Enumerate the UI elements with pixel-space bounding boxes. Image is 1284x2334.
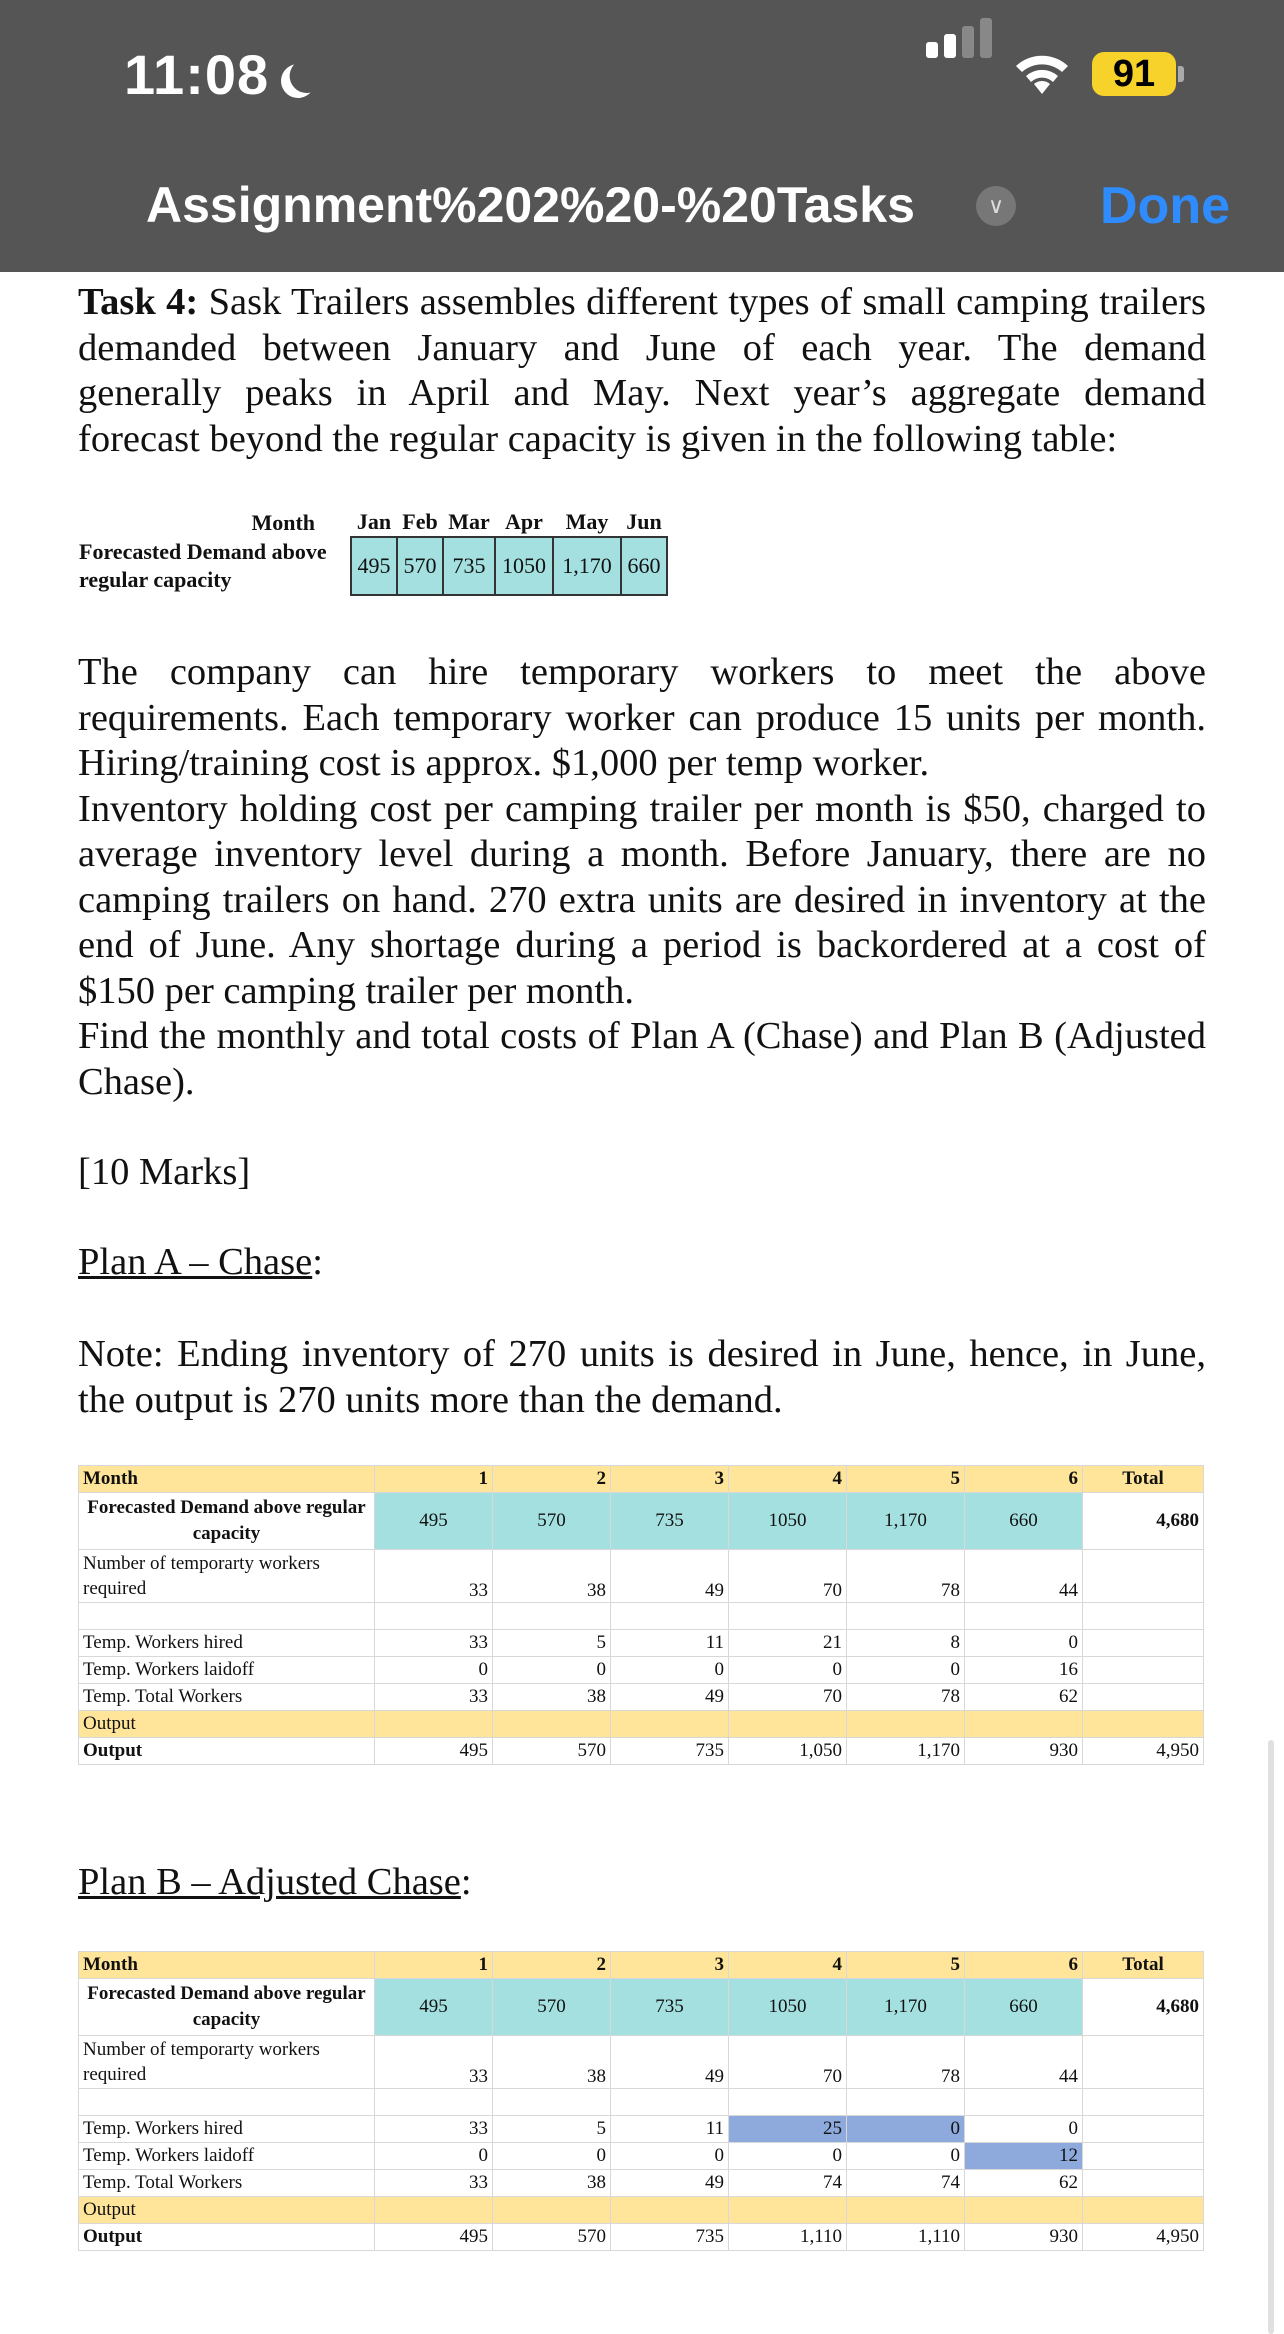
hired-cell: 0 xyxy=(965,1630,1083,1657)
forecast-value: 495 xyxy=(351,537,397,595)
output-total: 4,950 xyxy=(1083,2224,1204,2251)
required-cell: 33 xyxy=(375,1550,493,1603)
total-workers-cell: 74 xyxy=(729,2170,847,2197)
plan-b-heading: Plan B – Adjusted Chase: xyxy=(78,1861,472,1903)
laidoff-cell: 0 xyxy=(729,2143,847,2170)
hired-cell: 5 xyxy=(493,2116,611,2143)
plan-a-heading-text: Plan A – Chase xyxy=(78,1241,313,1283)
demand-cell: 495 xyxy=(375,1979,493,2036)
table-row xyxy=(79,1952,1204,1979)
hired-cell-highlighted: 0 xyxy=(847,2116,965,2143)
hired-label: Temp. Workers hired xyxy=(79,2116,375,2143)
table-row xyxy=(79,1711,1204,1738)
forecast-value: 1,170 xyxy=(553,537,621,595)
required-cell: 70 xyxy=(729,2036,847,2089)
required-cell: 44 xyxy=(965,2036,1083,2089)
document-title: Assignment%202%20-%20Tasks xyxy=(146,177,915,233)
total-workers-label: Temp. Total Workers xyxy=(79,2170,375,2197)
moon-icon xyxy=(275,58,321,104)
table-row xyxy=(79,2224,1204,2251)
output-section-label: Output xyxy=(79,2197,375,2224)
hired-cell: 33 xyxy=(375,2116,493,2143)
forecast-value: 570 xyxy=(397,537,443,595)
period: 6 xyxy=(965,1466,1083,1493)
month-label: Month xyxy=(79,1466,375,1493)
output-cell: 1,050 xyxy=(729,1738,847,1765)
laidoff-cell: 0 xyxy=(375,2143,493,2170)
demand-cell: 735 xyxy=(611,1979,729,2036)
scrollbar[interactable] xyxy=(1268,1740,1274,2334)
output-total: 4,950 xyxy=(1083,1738,1204,1765)
forecast-month: Feb xyxy=(402,509,438,534)
table-row xyxy=(79,2170,1204,2197)
required-cell: 49 xyxy=(611,2036,729,2089)
required-cell: 44 xyxy=(965,1550,1083,1603)
laidoff-cell-highlighted: 12 xyxy=(965,2143,1083,2170)
required-cell: 38 xyxy=(493,1550,611,1603)
laidoff-cell: 0 xyxy=(611,2143,729,2170)
total-workers-cell: 70 xyxy=(729,1684,847,1711)
period: 1 xyxy=(375,1952,493,1979)
wifi-icon xyxy=(1012,52,1072,96)
period: 2 xyxy=(493,1952,611,1979)
total-workers-cell: 33 xyxy=(375,2170,493,2197)
period: 4 xyxy=(729,1952,847,1979)
period: 3 xyxy=(611,1952,729,1979)
forecast-month: Jan xyxy=(356,509,392,534)
total-label: Total xyxy=(1083,1466,1204,1493)
table-row xyxy=(79,1684,1204,1711)
battery-indicator: 91 xyxy=(1092,52,1176,96)
output-cell: 570 xyxy=(493,2224,611,2251)
empty-cell xyxy=(1083,2036,1204,2089)
table-row xyxy=(79,1979,1204,2036)
period: 3 xyxy=(611,1466,729,1493)
period: 5 xyxy=(847,1952,965,1979)
battery-tip xyxy=(1178,66,1184,82)
output-cell: 1,110 xyxy=(847,2224,965,2251)
task-intro-text: Sask Trailers assembles different types of small camping trailers demanded between January and June of each year. The demand generally peaks in April and May. Next year’s aggregate demand forecast beyond the regular capacity is given in the following table: xyxy=(78,281,1206,460)
output-cell: 570 xyxy=(493,1738,611,1765)
output-label: Output xyxy=(79,2224,375,2251)
table-row xyxy=(79,2089,1204,2116)
hired-cell: 0 xyxy=(965,2116,1083,2143)
demand-total: 4,680 xyxy=(1083,1979,1204,2036)
hired-cell: 5 xyxy=(493,1630,611,1657)
task-intro xyxy=(78,280,1206,462)
forecast-value: 1050 xyxy=(495,537,553,595)
table-row xyxy=(79,1738,1204,1765)
total-workers-cell: 78 xyxy=(847,1684,965,1711)
forecast-month: Mar xyxy=(448,509,490,534)
required-label: Number of temporarty workers required xyxy=(79,2036,375,2089)
status-time: 11:08 xyxy=(124,42,309,107)
table-row xyxy=(79,1630,1204,1657)
plan-b-table xyxy=(78,1951,1203,2251)
hired-cell: 8 xyxy=(847,1630,965,1657)
output-cell: 930 xyxy=(965,1738,1083,1765)
required-cell: 49 xyxy=(611,1550,729,1603)
forecast-demand-label: Forecasted Demand above regular capacity xyxy=(79,539,327,592)
demand-cell: 570 xyxy=(493,1493,611,1550)
demand-cell: 495 xyxy=(375,1493,493,1550)
required-cell: 70 xyxy=(729,1550,847,1603)
task-label: Task 4: xyxy=(78,281,199,323)
demand-cell: 735 xyxy=(611,1493,729,1550)
period: 5 xyxy=(847,1466,965,1493)
demand-cell: 660 xyxy=(965,1493,1083,1550)
period: 2 xyxy=(493,1466,611,1493)
empty-cell xyxy=(1083,1550,1204,1603)
total-workers-cell: 33 xyxy=(375,1684,493,1711)
inventory-paragraph: Inventory holding cost per camping trailer per month is $50, charged to average inventory level during a month. Before January, there are no camping trailers on hand. 270 extra units are desired in inventory at the end of June. Any shortage during a period is backordered at a cost of $150 per camping trailer per month. xyxy=(78,787,1206,1012)
plan-b-heading-text: Plan B – Adjusted Chase xyxy=(78,1861,461,1903)
output-cell: 1,110 xyxy=(729,2224,847,2251)
total-workers-label: Temp. Total Workers xyxy=(79,1684,375,1711)
required-cell: 78 xyxy=(847,1550,965,1603)
output-cell: 495 xyxy=(375,2224,493,2251)
forecast-month-label: Month xyxy=(251,509,315,535)
period: 4 xyxy=(729,1466,847,1493)
plan-a-note: Note: Ending inventory of 270 units is desired in June, hence, in June, the output is 270 units more than the demand. xyxy=(78,1333,1206,1421)
output-cell: 735 xyxy=(611,1738,729,1765)
total-workers-cell: 49 xyxy=(611,1684,729,1711)
total-workers-cell: 74 xyxy=(847,2170,965,2197)
marks: [10 Marks] xyxy=(78,1151,251,1193)
forecast-table xyxy=(78,508,668,596)
laidoff-cell: 0 xyxy=(493,2143,611,2170)
total-label: Total xyxy=(1083,1952,1204,1979)
period: 1 xyxy=(375,1466,493,1493)
hired-cell: 33 xyxy=(375,1630,493,1657)
plan-a-table xyxy=(78,1465,1203,1765)
output-cell: 495 xyxy=(375,1738,493,1765)
output-section-label: Output xyxy=(79,1711,375,1738)
total-workers-cell: 62 xyxy=(965,2170,1083,2197)
table-row xyxy=(79,1550,1204,1603)
output-cell: 735 xyxy=(611,2224,729,2251)
demand-cell: 1050 xyxy=(729,1493,847,1550)
hired-cell: 11 xyxy=(611,1630,729,1657)
hired-cell: 11 xyxy=(611,2116,729,2143)
required-cell: 78 xyxy=(847,2036,965,2089)
done-button[interactable]: Done xyxy=(1100,177,1230,235)
table-row xyxy=(79,1493,1204,1550)
demand-cell: 660 xyxy=(965,1979,1083,2036)
required-cell: 33 xyxy=(375,2036,493,2089)
demand-cell: 1,170 xyxy=(847,1979,965,2036)
total-workers-cell: 38 xyxy=(493,2170,611,2197)
laidoff-cell: 0 xyxy=(847,2143,965,2170)
forecast-month: Jun xyxy=(626,509,662,534)
question-paragraph: Find the monthly and total costs of Plan A (Chase) and Plan B (Adjusted Chase). xyxy=(78,1015,1206,1103)
total-workers-cell: 62 xyxy=(965,1684,1083,1711)
total-workers-cell: 49 xyxy=(611,2170,729,2197)
hiring-paragraph: The company can hire temporary workers to meet the above requirements. Each temporary worker can produce 15 units per month. Hiring/training cost is approx. $1,000 per temp worker. xyxy=(78,651,1206,784)
laidoff-cell: 0 xyxy=(375,1657,493,1684)
month-label: Month xyxy=(79,1952,375,1979)
laidoff-cell: 16 xyxy=(965,1657,1083,1684)
table-row xyxy=(79,2197,1204,2224)
chevron-down-icon[interactable]: ∨ xyxy=(976,186,1016,226)
demand-cell: 570 xyxy=(493,1979,611,2036)
forecast-value: 660 xyxy=(621,537,667,595)
demand-cell: 1,170 xyxy=(847,1493,965,1550)
laidoff-cell: 0 xyxy=(729,1657,847,1684)
table-row xyxy=(79,1603,1204,1630)
laidoff-label: Temp. Workers laidoff xyxy=(79,2143,375,2170)
top-bar xyxy=(0,0,1284,272)
task-details xyxy=(78,650,1206,1105)
table-row xyxy=(79,2036,1204,2089)
table-row xyxy=(79,2143,1204,2170)
hired-cell-highlighted: 25 xyxy=(729,2116,847,2143)
demand-label: Forecasted Demand above regular capacity xyxy=(79,1979,375,2036)
hired-label: Temp. Workers hired xyxy=(79,1630,375,1657)
hired-cell: 21 xyxy=(729,1630,847,1657)
output-cell: 930 xyxy=(965,2224,1083,2251)
output-cell: 1,170 xyxy=(847,1738,965,1765)
table-row xyxy=(79,2116,1204,2143)
laidoff-cell: 0 xyxy=(611,1657,729,1684)
required-cell: 38 xyxy=(493,2036,611,2089)
plan-a-heading: Plan A – Chase: xyxy=(78,1241,323,1283)
required-label: Number of temporarty workers required xyxy=(79,1550,375,1603)
demand-label: Forecasted Demand above regular capacity xyxy=(79,1493,375,1550)
forecast-value: 735 xyxy=(443,537,495,595)
table-row xyxy=(79,1657,1204,1684)
table-row xyxy=(79,1466,1204,1493)
output-label: Output xyxy=(79,1738,375,1765)
forecast-month: May xyxy=(565,509,609,534)
demand-cell: 1050 xyxy=(729,1979,847,2036)
demand-total: 4,680 xyxy=(1083,1493,1204,1550)
laidoff-cell: 0 xyxy=(847,1657,965,1684)
period: 6 xyxy=(965,1952,1083,1979)
laidoff-cell: 0 xyxy=(493,1657,611,1684)
forecast-month: Apr xyxy=(505,509,543,534)
total-workers-cell: 38 xyxy=(493,1684,611,1711)
laidoff-label: Temp. Workers laidoff xyxy=(79,1657,375,1684)
